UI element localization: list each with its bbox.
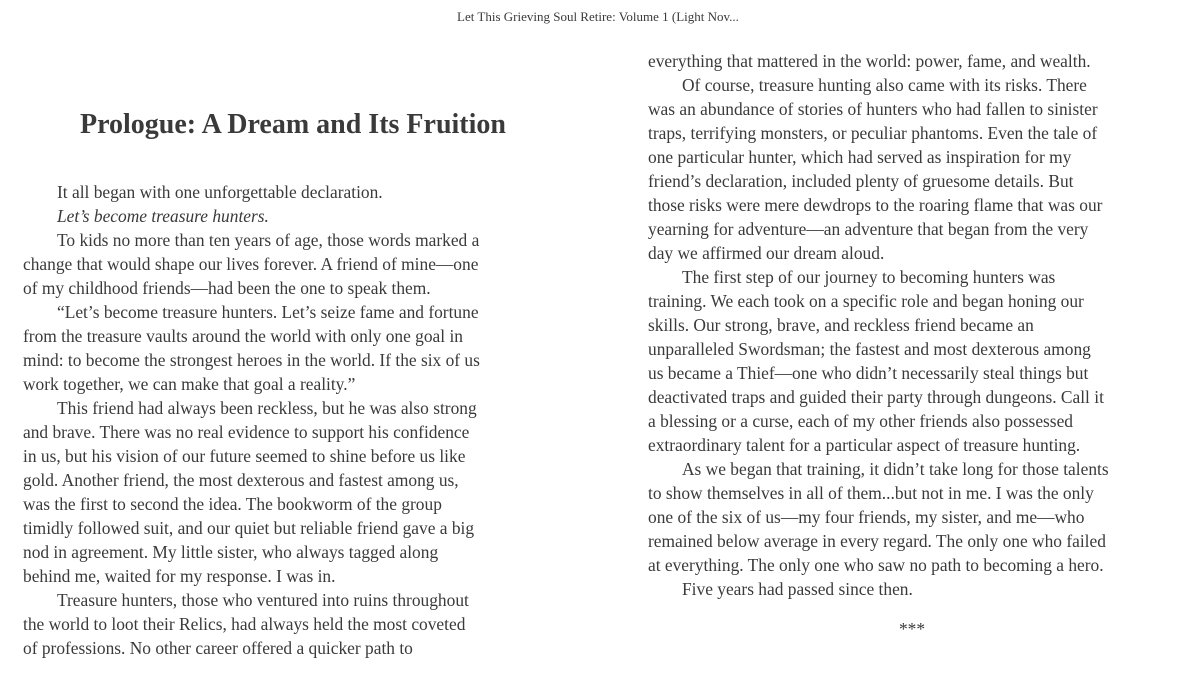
left-text-line: To kids no more than ten years of age, those words marked a	[57, 230, 480, 250]
left-text-line: change that would shape our lives forever. A friend of mine—one	[23, 254, 479, 274]
left-text-line: and brave. There was no real evidence to support his confidence	[23, 422, 470, 442]
left-text-line: was the first to second the idea. The bookworm of the group	[23, 494, 442, 514]
left-page-text	[23, 180, 480, 660]
right-text-line: to show themselves in all of them...but not in me. I was the only	[648, 483, 1094, 503]
left-text-line: of my childhood friends—had been the one to speak them.	[23, 278, 431, 298]
chapter-title: Prologue: A Dream and Its Fruition	[80, 109, 506, 140]
right-text-line: Five years had passed since then.	[682, 579, 913, 599]
right-text-line: The first step of our journey to becoming hunters was	[682, 267, 1056, 287]
left-text-line: from the treasure vaults around the world with only one goal in	[23, 326, 463, 346]
right-text-line: extraordinary talent for a particular aspect of treasure hunting.	[648, 435, 1081, 455]
right-text-line: As we began that training, it didn’t take long for those talents	[682, 459, 1109, 479]
left-text-line: mind: to become the strongest heroes in the world. If the six of us	[23, 350, 480, 370]
left-text-line: work together, we can make that goal a reality.”	[23, 374, 356, 394]
right-text-line: skills. Our strong, brave, and reckless friend became an	[648, 315, 1034, 335]
left-text-line: nod in agreement. My little sister, who always tagged along	[23, 542, 439, 562]
book-title-header: Let This Grieving Soul Retire: Volume 1 (Light Nov...	[457, 9, 739, 24]
left-text-line: the world to loot their Relics, had always held the most coveted	[23, 614, 466, 634]
right-text-line: at everything. The only one who saw no path to becoming a hero.	[648, 555, 1104, 575]
left-text-line: in us, but his vision of our future seemed to shine before us like	[23, 446, 466, 466]
left-text-line: behind me, waited for my response. I was in.	[23, 566, 336, 586]
right-text-line: traps, terrifying monsters, or peculiar phantoms. Even the tale of	[648, 123, 1098, 143]
left-text-line: Treasure hunters, those who ventured into ruins throughout	[57, 590, 469, 610]
right-text-line: one of the six of us—my four friends, my sister, and me—who	[648, 507, 1085, 527]
left-text-line: timidly followed suit, and our quiet but reliable friend gave a big	[23, 518, 475, 538]
left-text-line: gold. Another friend, the most dexterous and fastest among us,	[23, 470, 459, 490]
right-text-line: us became a Thief—one who didn’t necessarily steal things but	[648, 363, 1089, 383]
left-text-line: Let’s become treasure hunters.	[57, 206, 269, 226]
left-text-line: This friend had always been reckless, but he was also strong	[57, 398, 477, 418]
right-page	[648, 49, 1188, 641]
right-text-line: Of course, treasure hunting also came with its risks. There	[682, 75, 1087, 95]
right-text-line: yearning for adventure—an adventure that began from the very	[648, 219, 1089, 239]
right-text-line: training. We each took on a specific role and began honing our	[648, 291, 1084, 311]
right-text-line: deactivated traps and guided their party through dungeons. Call it	[648, 387, 1104, 407]
right-text-line: those risks were mere dewdrops to the roaring flame that was our	[648, 195, 1103, 215]
left-text-line: It all began with one unforgettable declaration.	[57, 182, 383, 202]
right-text-line: was an abundance of stories of hunters who had fallen to sinister	[648, 99, 1098, 119]
left-text-line: of professions. No other career offered a quicker path to	[23, 638, 413, 658]
right-text-line: one particular hunter, which had served as inspiration for my	[648, 147, 1072, 167]
right-text-line: everything that mattered in the world: power, fame, and wealth.	[648, 51, 1091, 71]
right-text-line: a blessing or a curse, each of my other friends also possessed	[648, 411, 1073, 431]
left-text-line: “Let’s become treasure hunters. Let’s seize fame and fortune	[57, 302, 479, 322]
right-text-line: unparalleled Swordsman; the fastest and most dexterous among	[648, 339, 1091, 359]
right-page-text	[648, 49, 1188, 601]
right-text-line: friend’s declaration, included plenty of gruesome details. But	[648, 171, 1074, 191]
right-text-line: remained below average in every regard. The only one who failed	[648, 531, 1106, 551]
right-text-line: day we affirmed our dream aloud.	[648, 243, 885, 263]
scene-separator: ***	[898, 619, 926, 639]
